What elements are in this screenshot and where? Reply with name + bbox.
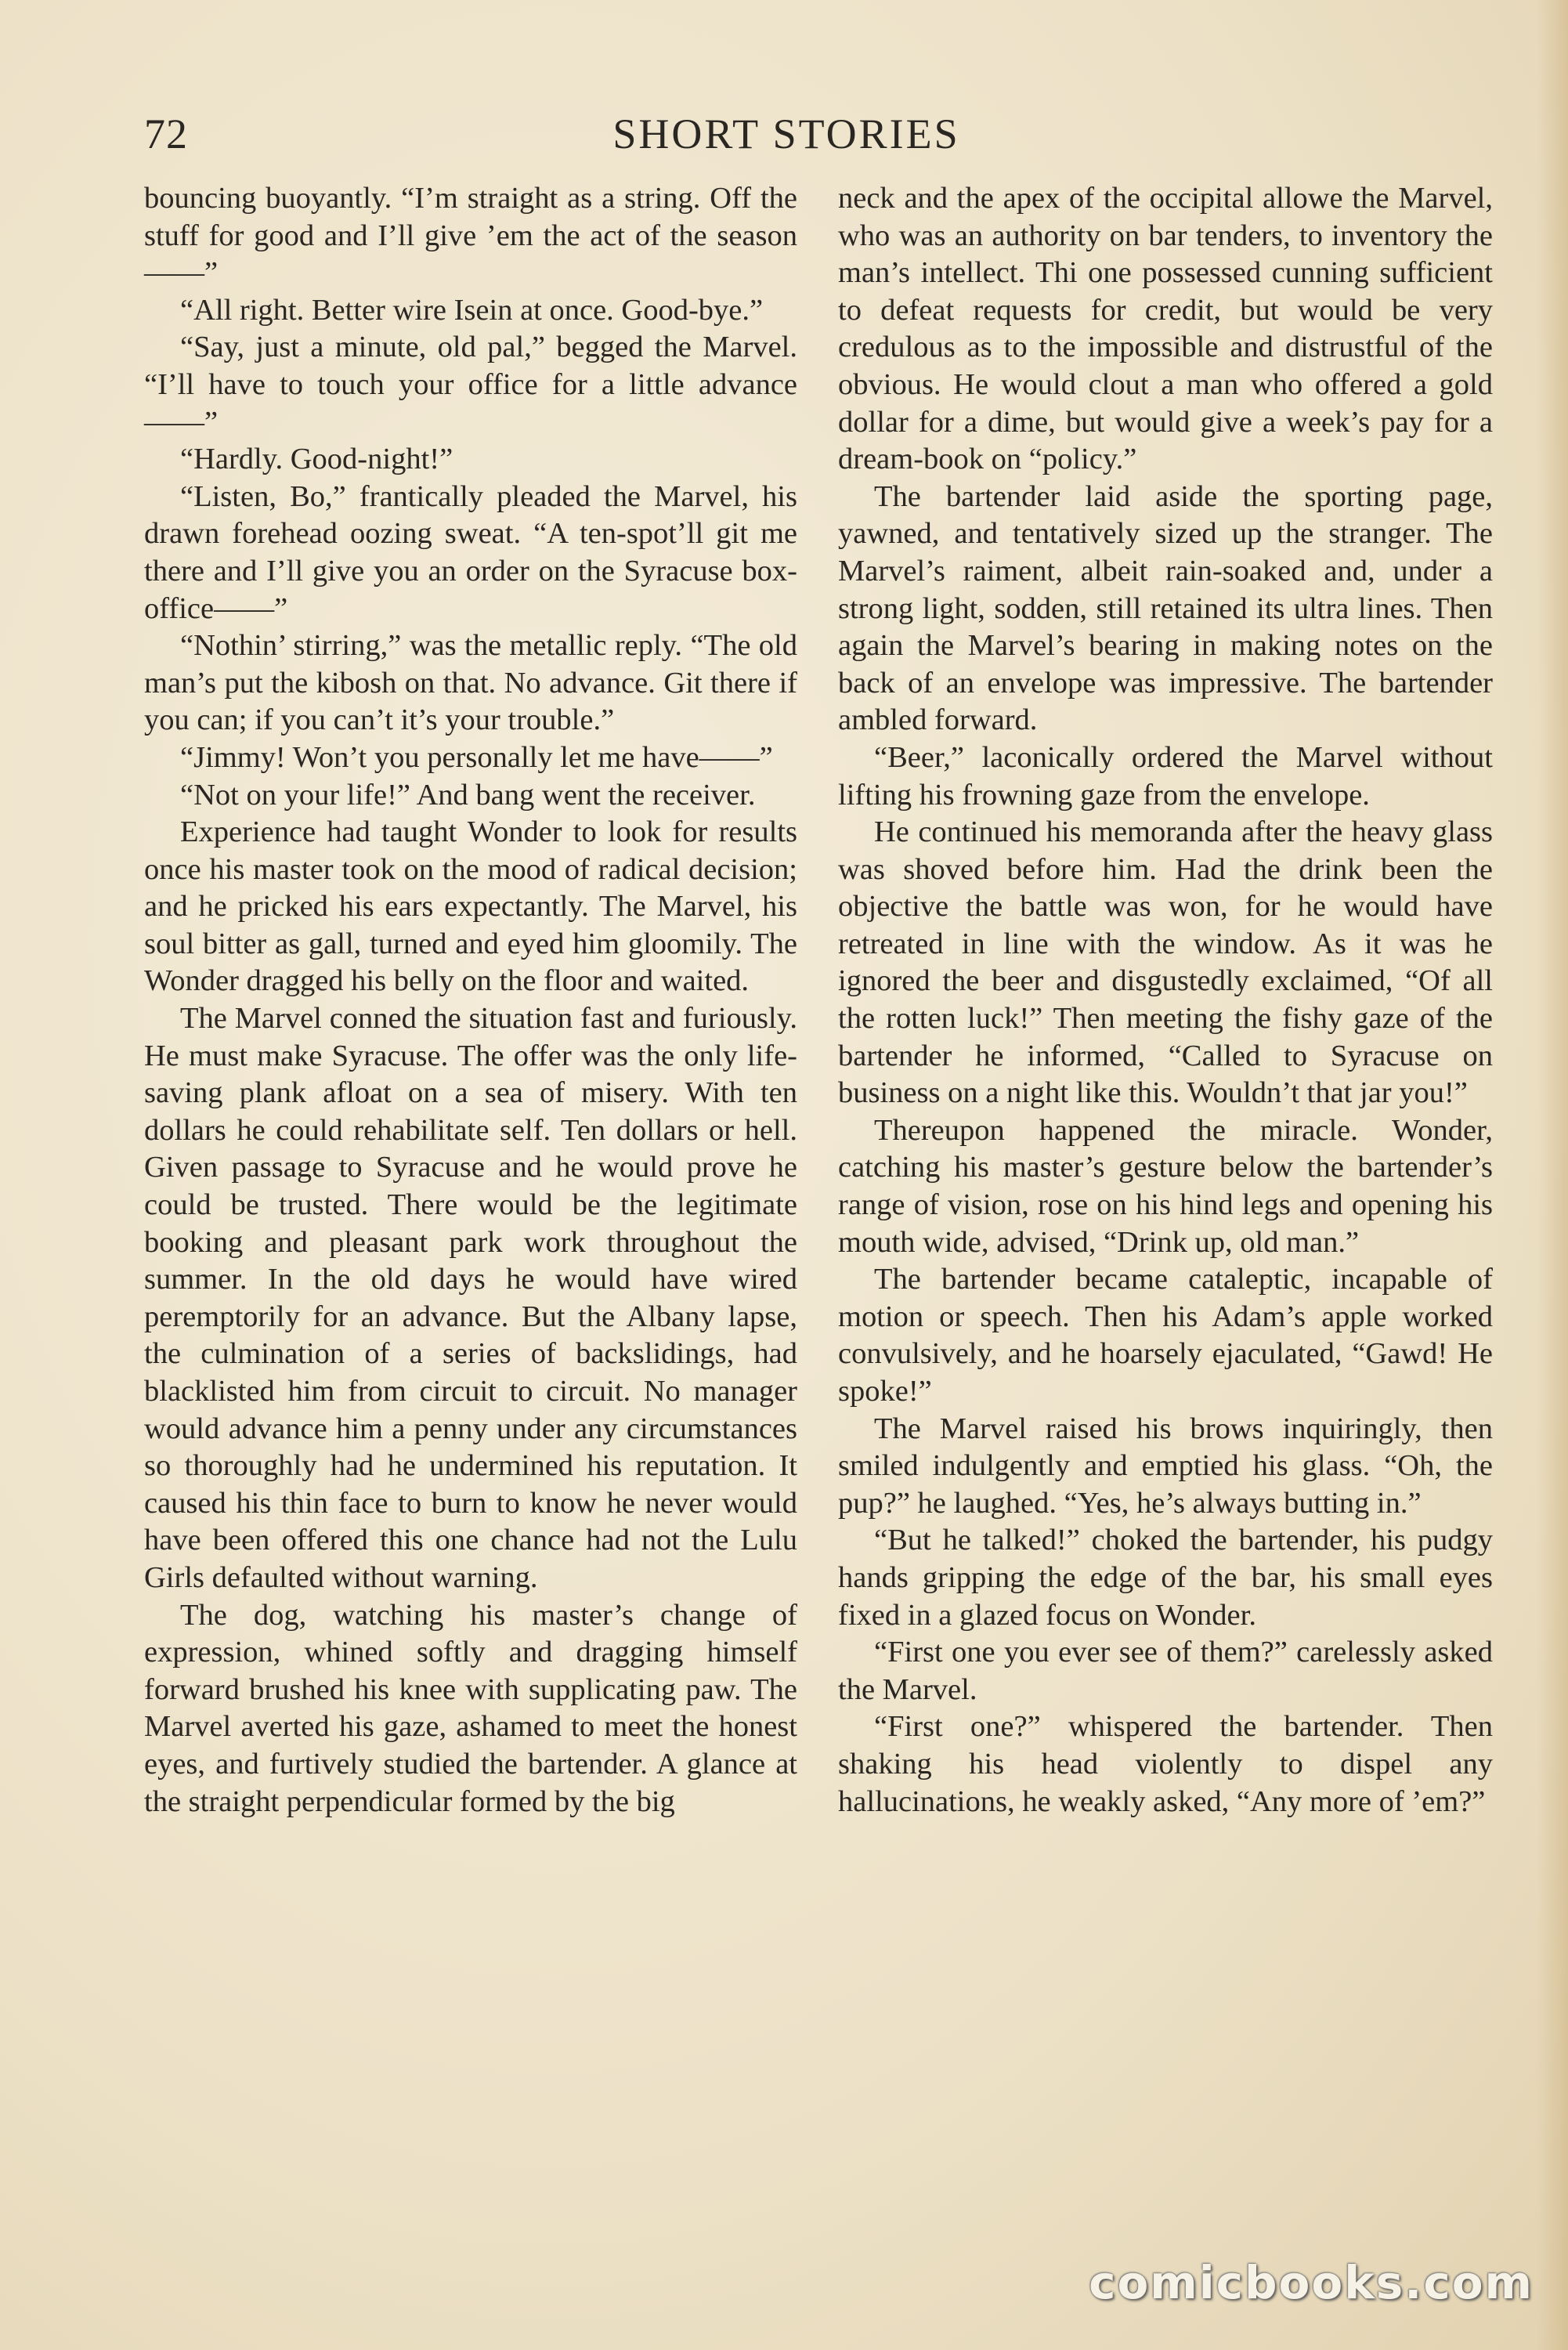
- paragraph: “Jimmy! Won’t you personally let me have——”: [180, 740, 773, 774]
- paragraph: bouncing buoyantly. “I’m straight as a string. Off the stuff for good and I’ll give ’em the act of the season——”: [144, 182, 797, 290]
- paragraph: The Marvel conned the situation fast and furiously. He must make Syracuse. The offer was the only life-saving plank afloat on a sea of misery. With ten dollars he could rehabilitate self. Ten dollars or hell. Given passage to Syracuse and he would prove he could be trusted. There would be the legitimate booking and pleasant park work throughout the summer. In the old days he would have wired peremptorily for an advance. But the Albany lapse, the culmination of a series of backslidings, had blacklisted him from circuit to circuit. No manager would advance him a penny under any circumstances so thoroughly had he undermined his reputation. It caused his thin face to burn to know he never would have been offered this one chance had not the Lulu Girls defaulted without warning.: [144, 1002, 797, 1594]
- paragraph: “Beer,” laconically ordered the Marvel without lifting his frowning gaze from the envelope.: [838, 740, 1493, 812]
- paragraph: “Hardly. Good-night!”: [180, 443, 453, 476]
- running-head: SHORT STORIES: [612, 110, 960, 157]
- paragraph: “All right. Better wire Isein at once. Good-bye.”: [180, 293, 764, 327]
- watermark-logo: comicbooks.com: [1089, 2256, 1534, 2309]
- paragraph: “Listen, Bo,” frantically pleaded the Marvel, his drawn forehead oozing sweat. “A ten-spot’ll git me there and I’ll give you an order on the Syracuse box-office——”: [144, 479, 797, 625]
- page-header: [144, 110, 1429, 172]
- paragraph: “First one you ever see of them?” carelessly asked the Marvel.: [838, 1636, 1493, 1706]
- page-number: 72: [144, 110, 188, 157]
- paragraph: “Say, just a minute, old pal,” begged the Marvel. “I’ll have to touch your office for a little advance——”: [144, 331, 797, 439]
- left-column: [144, 180, 797, 1820]
- paragraph: “Nothin’ stirring,” was the metallic reply. “The old man’s put the kibosh on that. No advance. Git there if you can; if you can’t it’s your trouble.”: [144, 629, 797, 737]
- paragraph: “Not on your life!” And bang went the receiver.: [180, 778, 756, 812]
- paragraph: “First one?” whispered the bartender. Then shaking his head violently to dispel any hallucinations, he weakly asked, “Any more of ’em?”: [838, 1710, 1493, 1818]
- right-column: [838, 180, 1493, 1820]
- paragraph: “But he talked!” choked the bartender, his pudgy hands gripping the edge of the bar, his small eyes fixed in a glazed focus on Wonder.: [838, 1524, 1493, 1632]
- paragraph: The dog, watching his master’s change of expression, whined softly and dragging himself forward brushed his knee with supplicating paw. The Marvel averted his gaze, ashamed to meet the honest eyes, and furtively studied the bartender. A glance at the straight perpendicular formed by the big: [144, 1598, 797, 1818]
- paragraph: The bartender became cataleptic, incapable of motion or speech. Then his Adam’s apple worked convulsively, and he hoarsely ejaculated, “Gawd! He spoke!”: [838, 1263, 1493, 1408]
- paragraph: Thereupon happened the miracle. Wonder, catching his master’s gesture below the bartender’s range of vision, rose on his hind legs and opening his mouth wide, advised, “Drink up, old man.”: [838, 1113, 1493, 1259]
- paragraph: He continued his memoranda after the heavy glass was shoved before him. Had the drink been the objective the battle was won, for he would have retreated in line with the window. As it was he ignored the beer and disgustedly exclaimed, “Of all the rotten luck!” Then meeting the fishy gaze of the bartender he informed, “Called to Syracuse on business on a night like this. Wouldn’t that jar you!”: [838, 815, 1493, 1110]
- paragraph: neck and the apex of the occipital allowe the Marvel, who was an authority on bar tenders, to inventory the man’s intellect. Thi one possessed cunning sufficient to defeat requests for credit, but would be very credulous as to the impossible and distrustful of the obvious. He would clout a man who offered a gold dollar for a dime, but would give a week’s pay for a dream-book on “policy.”: [838, 182, 1493, 476]
- paragraph: The bartender laid aside the sporting page, yawned, and tentatively sized up the stranger. The Marvel’s raiment, albeit rain-soaked and, under a strong light, sodden, still retained its ultra lines. Then again the Marvel’s bearing in making notes on the back of an envelope was impressive. The bartender ambled forward.: [838, 479, 1493, 737]
- paragraph: The Marvel raised his brows inquiringly, then smiled indulgently and emptied his glass. “Oh, the pup?” he laughed. “Yes, he’s always butting in.”: [838, 1412, 1493, 1520]
- page-edge-stain: [1537, 0, 1568, 2350]
- paragraph: Experience had taught Wonder to look for results once his master took on the mood of radical decision; and he pricked his ears expectantly. The Marvel, his soul bitter as gall, turned and eyed him gloomily. The Wonder dragged his belly on the floor and waited.: [144, 815, 797, 998]
